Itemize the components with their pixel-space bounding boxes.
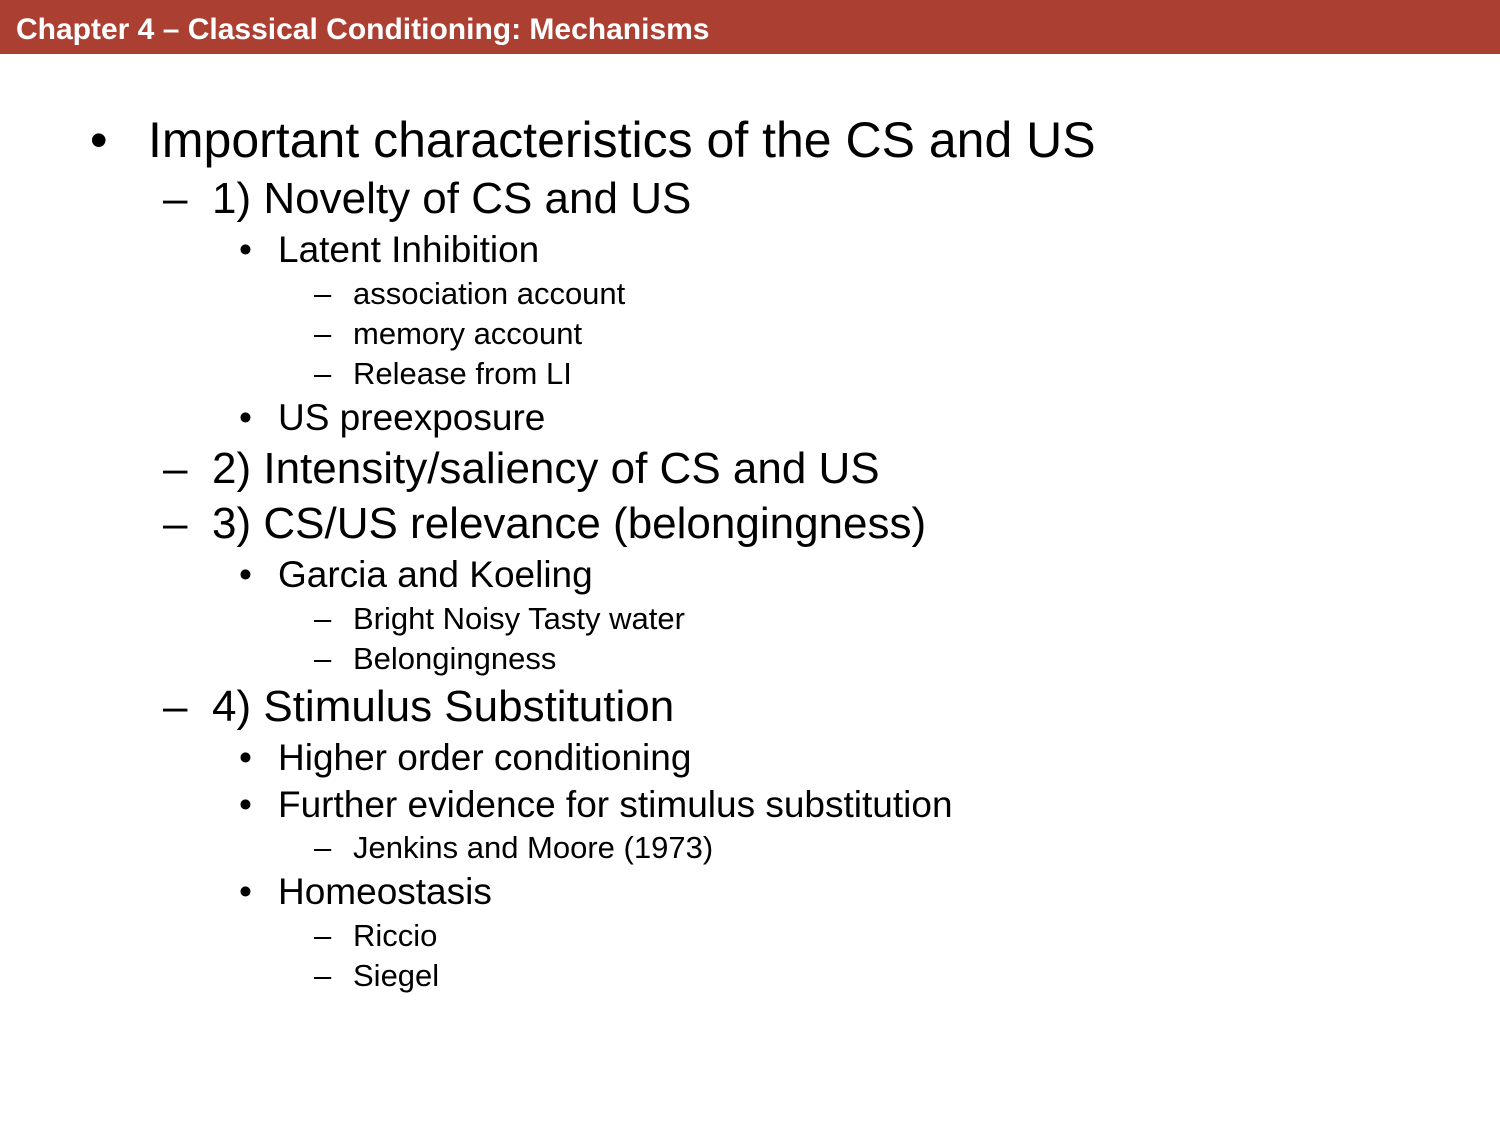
dash-marker: – bbox=[314, 830, 332, 865]
dash-marker: – bbox=[314, 601, 332, 636]
bullet-text: Important characteristics of the CS and US bbox=[148, 112, 1096, 168]
bullet-text: Jenkins and Moore (1973) bbox=[353, 830, 714, 865]
bullet-text: 3) CS/US relevance (belongingness) bbox=[212, 499, 927, 548]
slide-header-title: Chapter 4 – Classical Conditioning: Mechanisms bbox=[16, 13, 710, 46]
dash-marker: – bbox=[163, 682, 188, 731]
bullet-text: association account bbox=[353, 276, 626, 311]
bullet-marker: • bbox=[239, 871, 252, 912]
bullet-text: Higher order conditioning bbox=[278, 737, 692, 778]
dash-marker: – bbox=[314, 276, 332, 311]
bullet-text: 2) Intensity/saliency of CS and US bbox=[212, 444, 880, 493]
bullet-text: Homeostasis bbox=[278, 871, 492, 912]
bullet-marker: • bbox=[239, 229, 252, 270]
dash-marker: – bbox=[314, 958, 332, 993]
bullet-text: Latent Inhibition bbox=[278, 229, 540, 270]
bullet-marker: • bbox=[239, 554, 252, 595]
dash-marker: – bbox=[314, 316, 332, 351]
bullet-text: Further evidence for stimulus substitution bbox=[278, 784, 953, 825]
dash-marker: – bbox=[314, 918, 332, 953]
bullet-marker: • bbox=[239, 397, 252, 438]
bullet-text: memory account bbox=[353, 316, 583, 351]
bullet-text: 1) Novelty of CS and US bbox=[212, 174, 692, 223]
dash-marker: – bbox=[163, 499, 188, 548]
header-bar bbox=[0, 0, 1500, 54]
dash-marker: – bbox=[163, 174, 188, 223]
bullet-text: Riccio bbox=[353, 918, 438, 953]
bullet-text: Siegel bbox=[353, 958, 440, 993]
bullet-marker: • bbox=[239, 737, 252, 778]
bullet-text: Release from LI bbox=[353, 356, 572, 391]
bullet-text: Garcia and Koeling bbox=[278, 554, 593, 595]
bullet-text: Bright Noisy Tasty water bbox=[353, 601, 685, 636]
bullet-text: 4) Stimulus Substitution bbox=[212, 682, 675, 731]
bullet-text: US preexposure bbox=[278, 397, 546, 438]
bullet-marker: • bbox=[239, 784, 252, 825]
bullet-text: Belongingness bbox=[353, 641, 557, 676]
dash-marker: – bbox=[314, 356, 332, 391]
dash-marker: – bbox=[314, 641, 332, 676]
bullet-marker: • bbox=[90, 112, 108, 168]
dash-marker: – bbox=[163, 444, 188, 493]
